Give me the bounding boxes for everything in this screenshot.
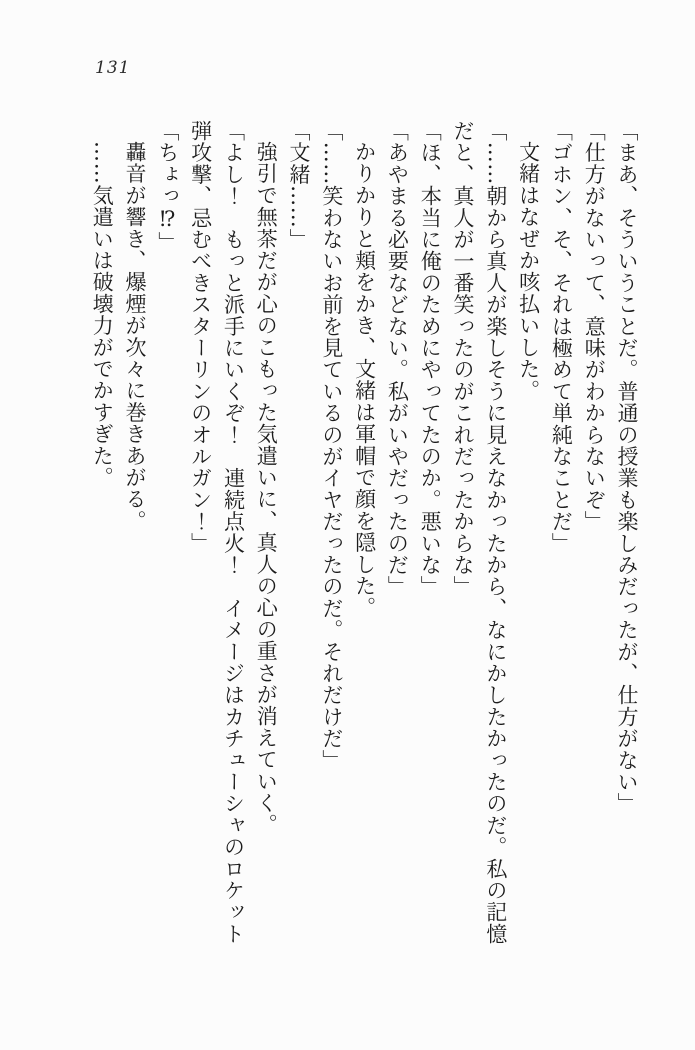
- paragraph-7: 「あやまる必要などない。私がいやだったのだ」: [385, 120, 410, 598]
- paragraph-3: 「ゴホン、そ、それは極めて単純なことだ」: [549, 120, 574, 554]
- paragraph-15: ……気遣いは破壊力がでかすぎた。: [90, 141, 115, 489]
- paragraph-13: 「ちょっ⁉」: [155, 120, 180, 254]
- paragraph-14: 轟音が響き、爆煙が次々に巻きあがる。: [123, 141, 148, 532]
- page-number: 131: [95, 58, 131, 78]
- paragraph-8: かりかりと頬をかき、文緒は軍帽で顔を隠した。: [352, 141, 377, 619]
- paragraph-2: 「仕方がないって、意味がわからないぞ」: [582, 120, 607, 533]
- paragraph-5: 「……朝から真人が楽しそうに見えなかったから、なにかしたかったのだ。私の記憶だと、真人が一番笑ったのがこれだったからな」: [451, 120, 508, 945]
- paragraph-4: 文緒はなぜか咳払いした。: [516, 141, 541, 402]
- paragraph-6: 「ほ、本当に俺のためにやってたのか。悪いな」: [418, 120, 443, 598]
- paragraph-10: 「文緒……」: [287, 120, 312, 251]
- paragraph-1: 「まあ、そういうことだ。普通の授業も楽しみだったが、仕方がない」: [615, 120, 639, 815]
- paragraph-11: 強引で無茶だが心のこもった気遣いに、真人の心の重さが消えていく。: [254, 141, 279, 836]
- text-block: [85, 120, 643, 946]
- paragraph-12: 「よし！ もっと派手にいくぞ！ 連続点火！ イメージはカチューシャのロケット弾攻撃、忌むべきスターリンのオルガン！」: [188, 120, 246, 945]
- paragraph-9: 「……笑わないお前を見ているのがイヤだったのだ。それだけだ」: [319, 120, 344, 771]
